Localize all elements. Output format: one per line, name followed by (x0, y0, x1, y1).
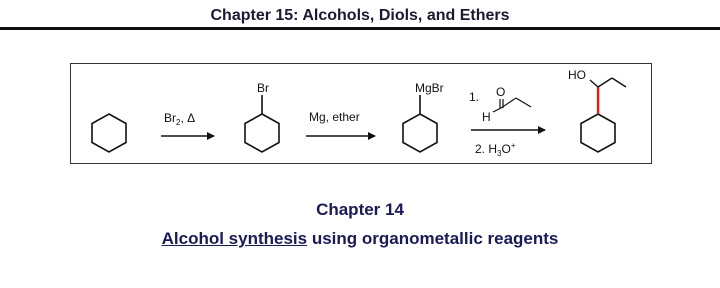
caption-subtitle (0, 229, 720, 249)
slide-title: Chapter 15: Alcohols, Diols, and Ethers (210, 7, 510, 24)
product-ring (581, 114, 615, 152)
reagent-workup: 2. $H_3O^+$ (475, 141, 516, 158)
caption-underlined-term: Alcohol synthesis (161, 229, 308, 248)
ethyl-bond-2 (612, 78, 626, 87)
slide-header (0, 0, 720, 30)
ethyl-bond-1 (598, 78, 612, 87)
aldehyde-h-bond (493, 108, 501, 112)
aldehyde-chain-2 (516, 98, 531, 107)
reagent-mg-ether: Mg, ether (309, 110, 360, 124)
bromine-label: Br (257, 81, 269, 95)
reaction-scheme-diagram (71, 64, 653, 165)
step-1-number: 1. (469, 90, 480, 104)
aldehyde-hydrogen: H (482, 110, 491, 124)
bromocyclohexane-ring (245, 114, 279, 152)
hydroxyl-label: HO (568, 68, 586, 82)
cyclohexane-ring (92, 114, 126, 152)
reagent-bromine-delta: $Br_2$, Δ (164, 111, 196, 127)
caption-chapter: Chapter 14 (316, 200, 404, 219)
mgbr-label: MgBr (415, 81, 444, 95)
grignard-ring (403, 114, 437, 152)
header-rule (0, 27, 720, 30)
reaction-scheme (70, 63, 652, 164)
hydroxyl-bond (590, 80, 598, 87)
caption-rest: using organometallic reagents (307, 229, 559, 248)
aldehyde-oxygen: O (496, 85, 506, 99)
